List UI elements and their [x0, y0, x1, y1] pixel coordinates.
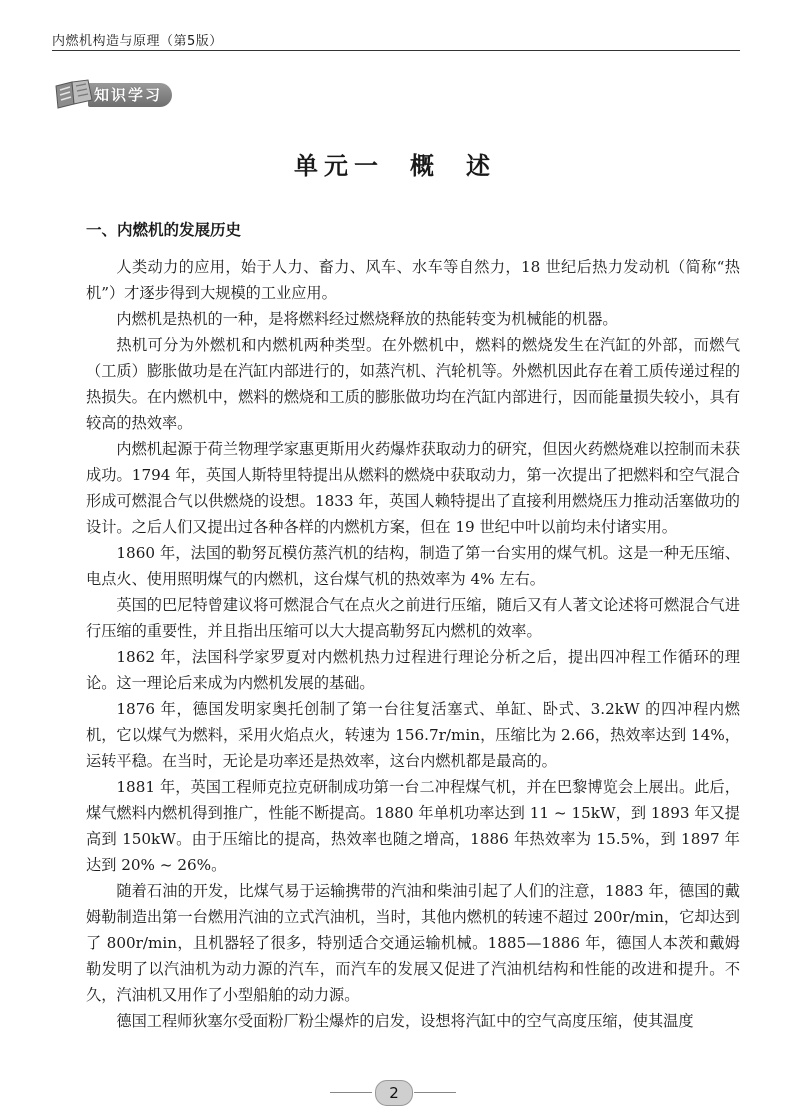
badge-label: 知识学习	[88, 83, 172, 107]
page-footer	[0, 1080, 790, 1104]
paragraph: 英国的巴尼特曾建议将可燃混合气在点火之前进行压缩，随后又有人著文论述将可燃混合气进行压缩的重要性，并且指出压缩可以大大提高勒努瓦内燃机的效率。	[86, 596, 740, 640]
section-heading: 一、内燃机的发展历史	[86, 221, 242, 239]
footer-rule-left	[330, 1092, 372, 1093]
unit-title	[0, 146, 790, 181]
unit-number: 单元一	[294, 152, 384, 180]
paragraph: 德国工程师狄塞尔受面粉厂粉尘爆炸的启发，设想将汽缸中的空气高度压缩，使其温度	[116, 1012, 694, 1030]
page-number: 2	[375, 1080, 413, 1106]
paragraph: 1862 年，法国科学家罗夏对内燃机热力过程进行理论分析之后，提出四冲程工作循环的理论。这一理论后来成为内燃机发展的基础。	[86, 648, 740, 692]
unit-name-part2: 述	[466, 152, 496, 180]
footer-rule-right	[414, 1092, 456, 1093]
unit-name-part1: 概	[410, 152, 440, 180]
paragraph: 人类动力的应用，始于人力、畜力、风车、水车等自然力，18 世纪后热力发动机（简称“热机”）才逐步得到大规模的工业应用。	[86, 258, 740, 302]
paragraph: 1881 年，英国工程师克拉克研制成功第一台二冲程煤气机，并在巴黎博览会上展出。此后，煤气燃料内燃机得到推广，性能不断提高。1880 年单机功率达到 11 ~ 15kW，到 1893 年又提高到 150kW。由于压缩比的提高，热效率也随之增高，1886 年热效率为 15.5%，到 1897 年达到 20% ~ 26%。	[86, 778, 740, 874]
paragraph: 1876 年，德国发明家奥托创制了第一台往复活塞式、单缸、卧式、3.2kW 的四冲程内燃机，它以煤气为燃料，采用火焰点火，转速为 156.7r/min，压缩比为 2.66，热效率达到 14%，运转平稳。在当时，无论是功率还是热效率，这台内燃机都是最高的。	[86, 700, 740, 770]
paragraph: 热机可分为外燃机和内燃机两种类型。在外燃机中，燃料的燃烧发生在汽缸的外部，而燃气（工质）膨胀做功是在汽缸内部进行的，如蒸汽机、汽轮机等。外燃机因此存在着工质传递过程的热损失。在内燃机中，燃料的燃烧和工质的膨胀做功均在汽缸内部进行，因而能量损失较小，具有较高的热效率。	[86, 336, 740, 432]
paragraph: 随着石油的开发，比煤气易于运输携带的汽油和柴油引起了人们的注意，1883 年，德国的戴姆勒制造出第一台燃用汽油的立式汽油机，当时，其他内燃机的转速不超过 200r/min，它却达到了 800r/min，且机器轻了很多，特别适合交通运输机械。1885—1886 年，德国人本茨和戴姆勒发明了以汽油机为动力源的汽车，而汽车的发展又促进了汽油机结构和性能的改进和提升。不久，汽油机又用作了小型船舶的动力源。	[86, 882, 740, 1004]
body-text	[86, 254, 740, 1034]
paragraph: 1860 年，法国的勒努瓦模仿蒸汽机的结构，制造了第一台实用的煤气机。这是一种无压缩、电点火、使用照明煤气的内燃机，这台煤气机的热效率为 4% 左右。	[86, 544, 740, 588]
header-rule	[52, 50, 740, 51]
paragraph: 内燃机是热机的一种，是将燃料经过燃烧释放的热能转变为机械能的机器。	[116, 310, 618, 328]
paragraph: 内燃机起源于荷兰物理学家惠更斯用火药爆炸获取动力的研究，但因火药燃烧难以控制而未获成功。1794 年，英国人斯特里特提出从燃料的燃烧中获取动力，第一次提出了把燃料和空气混合形成可燃混合气以供燃烧的设想。1833 年，英国人赖特提出了直接利用燃烧压力推动活塞做功的设计。之后人们又提出过各种各样的内燃机方案，但在 19 世纪中叶以前均未付诸实用。	[86, 440, 740, 536]
open-book-icon	[52, 78, 96, 112]
knowledge-learning-badge	[52, 78, 190, 112]
running-header: 内燃机构造与原理（第5版）	[52, 34, 223, 49]
